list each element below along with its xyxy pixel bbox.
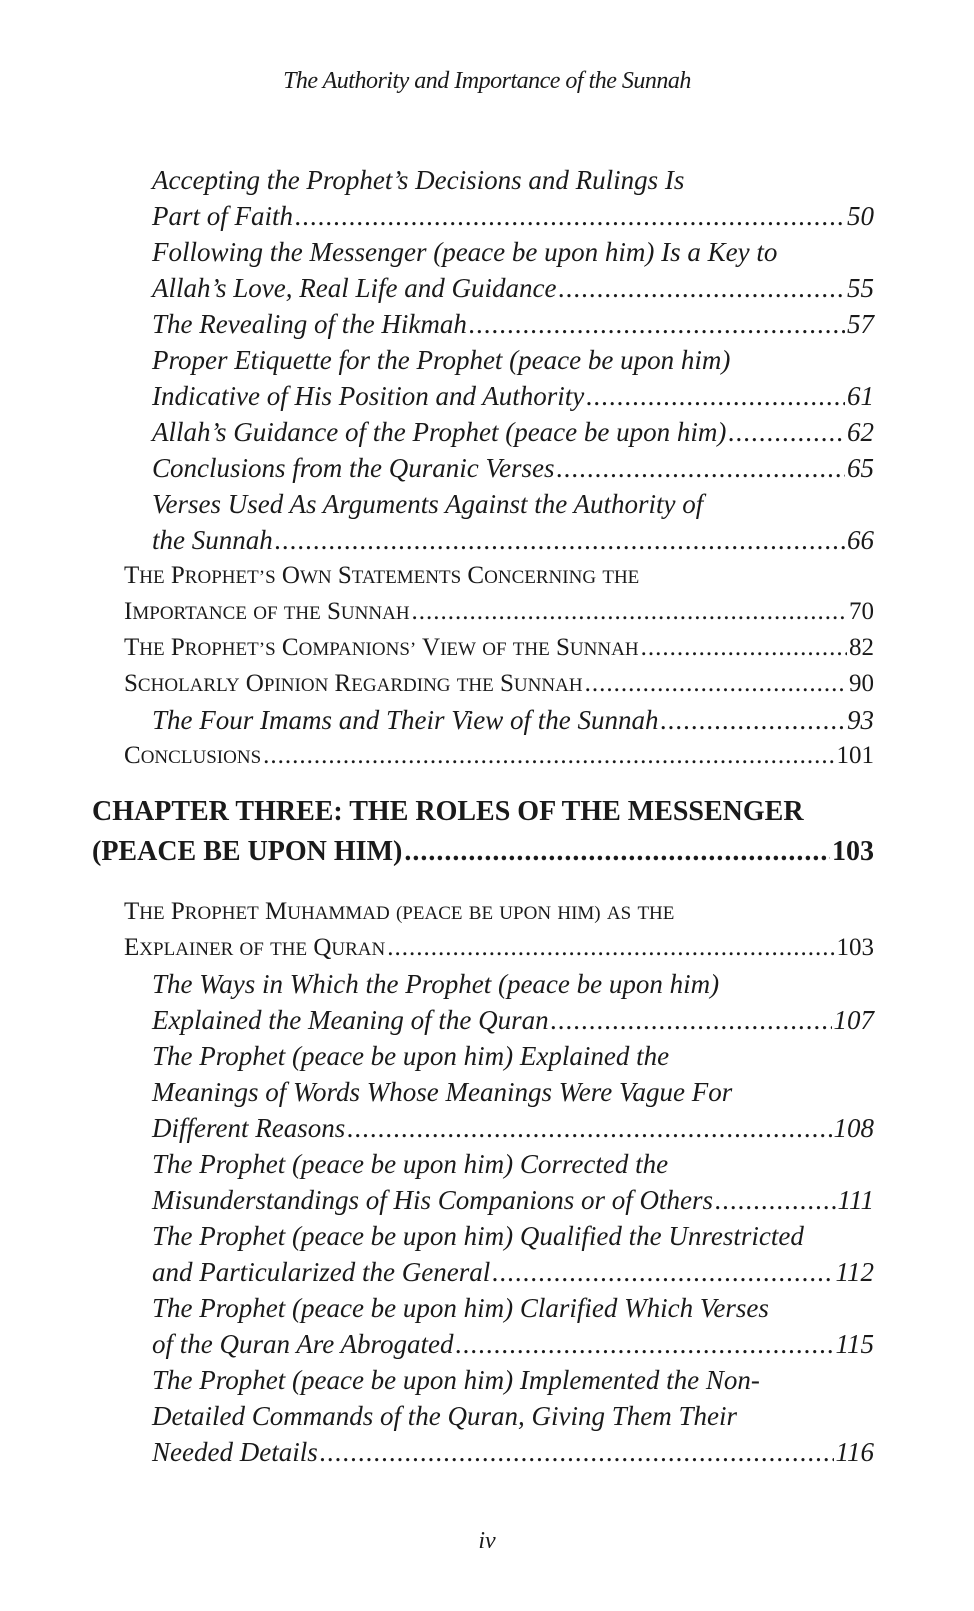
dot-leader	[585, 666, 847, 702]
dot-leader	[551, 1002, 832, 1038]
entry-title-text: Allah’s Love, Real Life and Guidance	[152, 273, 557, 303]
subsection-entry-line	[0, 1182, 974, 1218]
page-reference: 55	[847, 273, 874, 303]
entry-title-text: Part of Faith	[152, 201, 293, 231]
subsection-entry-line	[0, 450, 974, 486]
subsection-entry-line	[0, 1398, 974, 1434]
running-head: The Authority and Importance of the Sunnah	[283, 68, 691, 94]
chapter-heading-line	[0, 792, 974, 832]
entry-title-text: THE PROPHET MUHAMMAD (PEACE BE UPON HIM) AS THE	[124, 898, 675, 925]
entry-title-text: Indicative of His Position and Authority	[152, 381, 585, 411]
entry-title-text: Explained the Meaning of the Quran	[152, 1005, 549, 1035]
entry-title-text: CHAPTER THREE: THE ROLES OF THE MESSENGER	[92, 796, 804, 827]
dot-leader	[558, 270, 845, 306]
dot-leader	[263, 738, 834, 774]
page-reference: 111	[837, 1185, 874, 1215]
subsection-entry-line	[0, 378, 974, 414]
section-entry-line	[0, 630, 974, 666]
subsection-entry-line	[0, 162, 974, 198]
table-of-contents	[0, 162, 974, 1470]
section-entry-line	[0, 594, 974, 630]
entry-title-text: Different Reasons	[152, 1113, 346, 1143]
subsection-entry-line	[0, 342, 974, 378]
section-entry-line	[0, 930, 974, 966]
entry-title-text: and Particularized the General	[152, 1257, 491, 1287]
subsection-entry-line	[0, 1290, 974, 1326]
subsection-entry-line	[0, 1362, 974, 1398]
subsection-entry-line	[0, 1002, 974, 1038]
entry-title-text: EXPLAINER OF THE QURAN	[124, 934, 386, 961]
dot-leader	[641, 630, 847, 666]
section-entry-line	[0, 894, 974, 930]
entry-title-text: (PEACE BE UPON HIM)	[92, 836, 403, 867]
entry-title-text: Meanings of Words Whose Meanings Were Vague For	[152, 1077, 733, 1107]
entry-title-text: Misunderstandings of His Companions or of Others	[152, 1185, 714, 1215]
dot-leader	[320, 1434, 834, 1470]
dot-leader	[586, 378, 845, 414]
dot-leader	[387, 930, 834, 966]
page-reference: 115	[835, 1329, 874, 1359]
entry-title-text: The Ways in Which the Prophet (peace be upon him)	[152, 969, 720, 999]
page-reference: 101	[836, 742, 874, 769]
page-reference: 82	[849, 634, 874, 661]
entry-title-text: Accepting the Prophet’s Decisions and Rulings Is	[152, 165, 685, 195]
page-reference: 112	[835, 1257, 874, 1287]
dot-leader	[469, 306, 845, 342]
entry-title-text: The Revealing of the Hikmah	[152, 309, 467, 339]
page-reference: 90	[849, 670, 874, 697]
dot-leader	[275, 522, 845, 558]
subsection-entry-line	[0, 270, 974, 306]
subsection-entry-line	[0, 1146, 974, 1182]
page-reference: 103	[832, 836, 874, 867]
subsection-entry-line	[0, 198, 974, 234]
page-reference: 107	[833, 1005, 874, 1035]
chapter-heading-line	[0, 832, 974, 872]
entry-title-text: The Prophet (peace be upon him) Qualified the Unrestricted	[152, 1221, 804, 1251]
dot-leader	[412, 594, 847, 630]
entry-title-text: THE PROPHET’S OWN STATEMENTS CONCERNING THE	[124, 562, 640, 589]
section-entry-line	[0, 666, 974, 702]
page-reference: 61	[847, 381, 874, 411]
dot-leader	[404, 832, 830, 872]
page-number: iv	[478, 1528, 496, 1554]
subsection-entry-line	[0, 1254, 974, 1290]
page-reference: 108	[833, 1113, 874, 1143]
entry-title-text: Proper Etiquette for the Prophet (peace be upon him)	[152, 345, 731, 375]
dot-leader	[556, 450, 845, 486]
page-reference: 62	[847, 417, 874, 447]
dot-leader	[295, 198, 845, 234]
page-reference: 57	[847, 309, 874, 339]
page-reference: 50	[847, 201, 874, 231]
entry-title-text: The Prophet (peace be upon him) Explained the	[152, 1041, 670, 1071]
subsection-entry-line	[0, 1326, 974, 1362]
subsection-entry-line	[0, 702, 974, 738]
subsection-entry-line	[0, 522, 974, 558]
entry-title-text: SCHOLARLY OPINION REGARDING THE SUNNAH	[124, 670, 583, 697]
dot-leader	[715, 1182, 835, 1218]
subsection-entry-line	[0, 234, 974, 270]
dot-leader	[728, 414, 845, 450]
page-reference: 65	[847, 453, 874, 483]
entry-title-text: Detailed Commands of the Quran, Giving Them Their	[152, 1401, 737, 1431]
dot-leader	[347, 1110, 831, 1146]
page-reference: 116	[835, 1437, 874, 1467]
subsection-entry-line	[0, 414, 974, 450]
entry-title-text: Verses Used As Arguments Against the Authority of	[152, 489, 704, 519]
dot-leader	[492, 1254, 833, 1290]
entry-title-text: The Prophet (peace be upon him) Corrected the	[152, 1149, 669, 1179]
subsection-entry-line	[0, 486, 974, 522]
entry-title-text: The Prophet (peace be upon him) Implemented the Non-	[152, 1365, 760, 1395]
entry-title-text: CONCLUSIONS	[124, 742, 262, 769]
subsection-entry-line	[0, 1434, 974, 1470]
entry-title-text: Following the Messenger (peace be upon him) Is a Key to	[152, 237, 778, 267]
section-entry-line	[0, 738, 974, 774]
page-reference: 93	[847, 705, 874, 735]
entry-title-text: of the Quran Are Abrogated	[152, 1329, 454, 1359]
subsection-entry-line	[0, 306, 974, 342]
entry-title-text: The Prophet (peace be upon him) Clarified Which Verses	[152, 1293, 769, 1323]
entry-title-text: THE PROPHET’S COMPANIONS’ VIEW OF THE SUNNAH	[124, 634, 639, 661]
entry-title-text: the Sunnah	[152, 525, 273, 555]
entry-title-text: Needed Details	[152, 1437, 318, 1467]
page-reference: 66	[847, 525, 874, 555]
subsection-entry-line	[0, 966, 974, 1002]
page-reference: 70	[849, 598, 874, 625]
entry-title-text: Allah’s Guidance of the Prophet (peace be upon him)	[152, 417, 727, 447]
subsection-entry-line	[0, 1074, 974, 1110]
page-reference: 103	[836, 934, 874, 961]
dot-leader	[455, 1326, 833, 1362]
subsection-entry-line	[0, 1218, 974, 1254]
section-entry-line	[0, 558, 974, 594]
entry-title-text: Conclusions from the Quranic Verses	[152, 453, 555, 483]
subsection-entry-line	[0, 1110, 974, 1146]
entry-title-text: The Four Imams and Their View of the Sunnah	[152, 705, 659, 735]
subsection-entry-line	[0, 1038, 974, 1074]
entry-title-text: IMPORTANCE OF THE SUNNAH	[124, 598, 410, 625]
dot-leader	[660, 702, 845, 738]
